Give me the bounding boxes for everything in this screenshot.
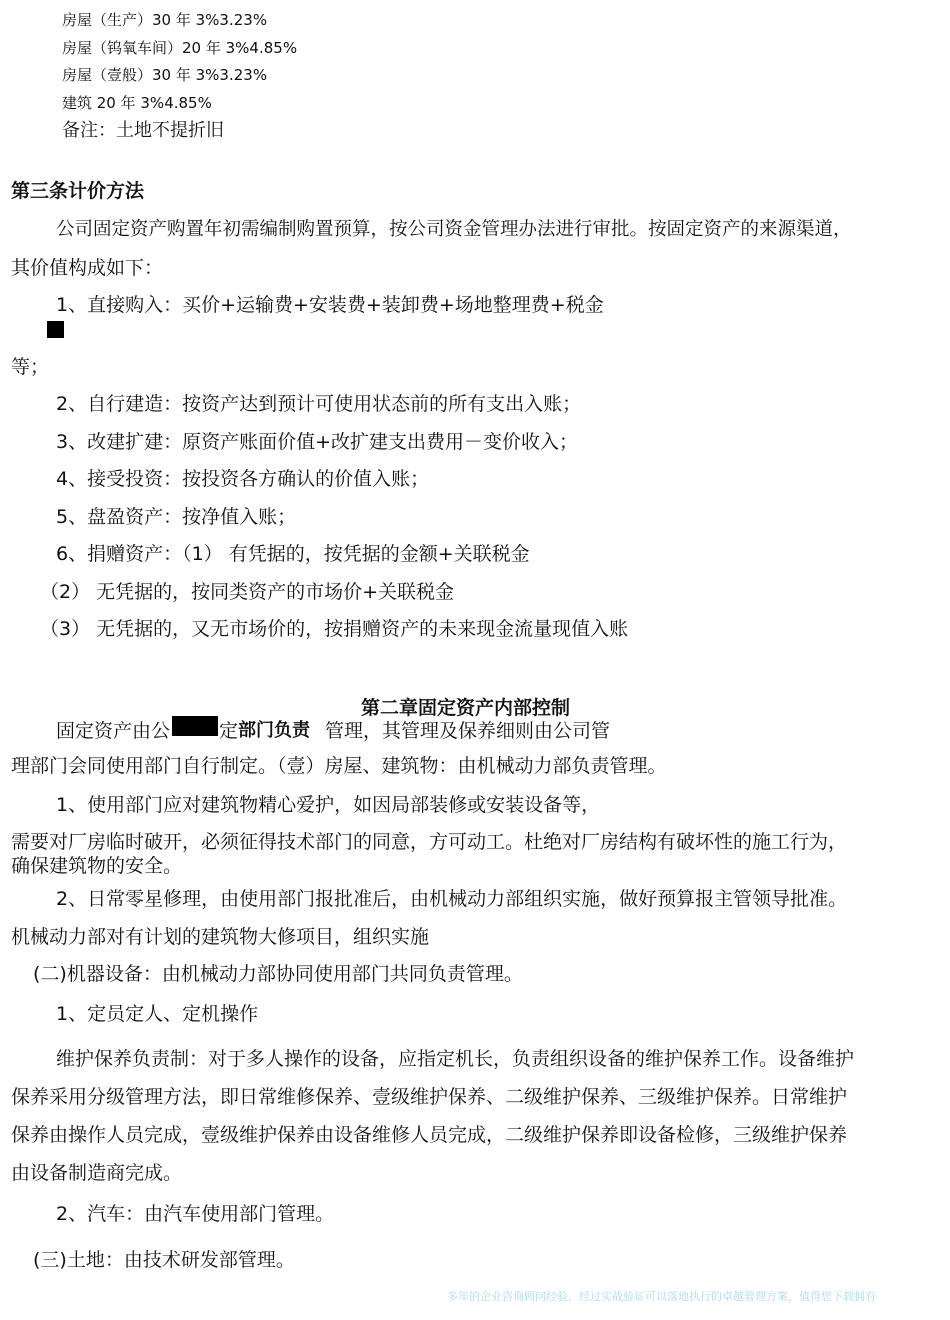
paragraph-line: 需要对厂房临时破开，必须征得技术部门的同意，方可动工。杜绝对厂房结构有破坏性的施工行为，	[11, 831, 848, 853]
paragraph-end: 管理，其管理及保养细则由公司管	[325, 720, 611, 742]
depreciation-row: 房屋（钨氧车间）20 年 3%4.85%	[62, 39, 298, 57]
paragraph-line: 保养采用分级管理方法，即日常维修保养、壹级维护保养、二级维护保养、三级维护保养。日常维护	[11, 1086, 848, 1108]
list-subitem: （2） 无凭据的，按同类资产的市场价+关联税金	[40, 581, 455, 603]
depreciation-row: 建筑 20 年 3%4.85%	[62, 94, 212, 112]
list-item: 1、使用部门应对建筑物精心爱护，如因局部装修或安装设备等，	[56, 794, 601, 816]
redaction-block	[172, 716, 218, 736]
paragraph-line: 机械动力部对有计划的建筑物大修项目，组织实施	[11, 926, 430, 948]
black-square-icon	[47, 321, 64, 338]
list-item: 5、盘盈资产：按净值入账；	[56, 506, 297, 528]
list-item: 4、接受投资：按投资各方确认的价值入账；	[56, 468, 430, 490]
overlapping-text: 部门负责	[238, 720, 310, 741]
paragraph-line: 确保建筑物的安全。	[11, 855, 183, 877]
depreciation-row: 房屋（生产）30 年 3%3.23%	[62, 11, 268, 29]
list-item: 6、捐赠资产：（1） 有凭据的，按凭据的金额+关联税金	[56, 543, 530, 565]
article3-intro-cont: 其价值构成如下：	[11, 257, 164, 279]
section-heading: (三)土地：由技术研发部管理。	[33, 1249, 295, 1271]
list-item: 1、定员定人、定机操作	[56, 1003, 259, 1025]
paragraph-fragment: 定	[219, 720, 239, 742]
section-heading: (二)机器设备：由机械动力部协同使用部门共同负责管理。	[33, 963, 523, 985]
depreciation-row: 房屋（壹般）30 年 3%3.23%	[62, 66, 268, 84]
article3-title: 第三条计价方法	[11, 180, 145, 202]
article3-intro: 公司固定资产购置年初需编制购置预算，按公司资金管理办法进行审批。按固定资产的来源渠道，	[56, 219, 852, 240]
list-item-cont: 等；	[11, 356, 50, 378]
list-item: 2、汽车：由汽车使用部门管理。	[56, 1203, 335, 1225]
footer-promo: 多年的企业咨询顾问经验，经过实战验证可以落地执行的卓越管理方案，值得您下载拥有	[447, 1290, 876, 1303]
list-item: 1、直接购入：买价+运输费+安装费+装卸费+场地整理费+税金	[56, 294, 604, 316]
paragraph-start: 固定资产由公	[56, 720, 171, 742]
list-item: 2、日常零星修理，由使用部门报批准后，由机械动力部组织实施，做好预算报主管领导批准。	[56, 888, 848, 910]
list-item: 2、自行建造：按资产达到预计可使用状态前的所有支出入账；	[56, 393, 582, 415]
list-subitem: （3） 无凭据的，又无市场价的，按捐赠资产的未来现金流量现值入账	[40, 618, 629, 640]
chapter-title: 第二章固定资产内部控制	[361, 697, 571, 719]
paragraph-line: 理部门会同使用部门自行制定。（壹）房屋、建筑物：由机械动力部负责管理。	[11, 755, 667, 777]
depreciation-note: 备注：土地不提折旧	[62, 120, 224, 141]
paragraph-line: 保养由操作人员完成，壹级维护保养由设备维修人员完成，二级维护保养即设备检修，三级维护保养	[11, 1124, 848, 1146]
list-item: 3、改建扩建：原资产账面价值+改扩建支出费用－变价收入；	[56, 431, 579, 453]
paragraph-line: 由设备制造商完成。	[11, 1162, 183, 1184]
paragraph-line: 维护保养负责制：对于多人操作的设备，应指定机长，负责组织设备的维护保养工作。设备维护	[56, 1048, 855, 1070]
